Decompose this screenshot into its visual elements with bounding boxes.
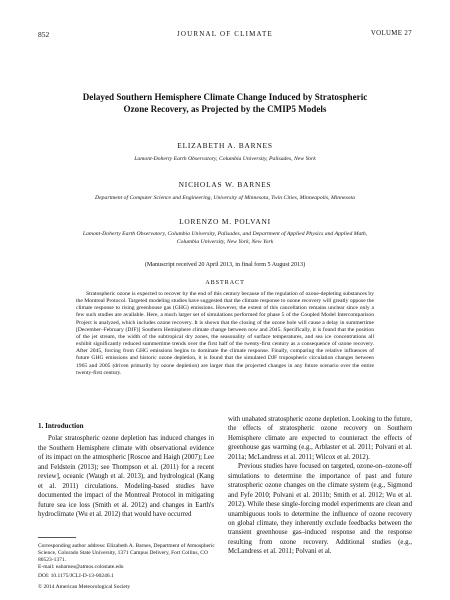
abstract-heading: ABSTRACT [205,279,245,286]
copyright-line: © 2014 American Meteorological Society [38,584,131,590]
section-heading: 1. Introduction [38,422,84,430]
page-number: 852 [38,30,50,39]
author-affiliation: Lamont-Doherty Earth Observatory, Columbia University, Palisades, and Department of Applied Physics and Applied Math, Columbia University, New York, New York [82,231,368,245]
volume-label: VOLUME 27 [370,30,412,37]
author-name: LORENZO M. POLVANI [179,217,271,226]
body-paragraph: Polar stratospheric ozone depletion has induced changes in the Southern Hemisphere climate with observational evidence of its impact on the atmospheric [Roscoe and Haigh (2007); Lee and Feldstein (2013); see Thompson et al. (2011) for a recent review], oceanic (Waugh et al. 2013), and hydrological (Kang et al. 2011) circulations. Modeling-based studies have documented the impact of the Montreal Protocol in mitigating future sea ice loss (Smith et al. 2012) and changes in Earth's hydroclimate (Wu et al. 2012) that would have occurred [38,435,214,519]
paper-title: Delayed Southern Hemisphere Climate Change Induced by Stratospheric Ozone Recovery, as Projected by the CMIP5 Models [82,92,368,114]
body-paragraph: with unabated stratospheric ozone depletion. Looking to the future, the effects of stratospheric ozone recovery on Southern Hemisphere climate are expected to counteract the effects of greenhouse gas warming (e.g., Arblaster et al. 2011; Polvani et al. 2011a; McLandress et al. 2011; Wilcox et al. 2012). [228,416,412,461]
author-affiliation: Department of Computer Science and Engineering, University of Minnesota, Twin Cities, Minneapolis, Minnesota [95,195,355,201]
journal-name: JOURNAL OF CLIMATE [176,30,273,38]
left-column [38,422,214,520]
abstract-text: Stratospheric ozone is expected to recover by the end of this century because of the regulation of ozone-depleting substances by the Montreal Protocol. Targeted modeling studies have suggested that the climate response to ozone recovery will greatly oppose the climate response to rising greenhouse gas (GHG) emissions. However, the extent of this cancellation remains unclear since only a few such studies are available. Here, a much larger set of simulations performed for phase 5 of the Coupled Model Intercomparison Project is analyzed, which includes ozone recovery. It is shown that the closing of the ozone hole will cause a delay in summertime [December–February (DJF)] Southern Hemisphere climate change between now and 2045. Specifically, it is found that the position of the jet stream, the width of the subtropical dry zones, the seasonality of surface temperatures, and sea ice concentrations all exhibit significantly reduced summertime trends over the first half of the twenty-first century as a consequence of ozone recovery. After 2045, forcing from GHG emissions begins to dominate the climate response. Finally, comparing the relative influences of future GHG emissions and historic ozone depletion, it is found that the simulated DJF tropospheric circulation changes between 1965 and 2005 (driven primarily by ozone depletion) are larger than the projected changes in any future scenario over the entire twenty-first century. [76,291,374,376]
author-name: NICHOLAS W. BARNES [178,180,272,189]
footnote-divider [38,537,76,538]
corresponding-author: Corresponding author address: Elizabeth A. Barnes, Department of Atmospheric Science, Colorado State University, 1371 Campus Delivery, Fort Collins, CO 80523-1371. [38,543,215,563]
doi-line: DOI: 10.1175/JCLI-D-13-00246.1 [38,573,114,579]
author-email: E-mail: eabarnes@atmos.colostate.edu [38,564,124,570]
manuscript-received: (Manuscript received 20 April 2013, in final form 5 August 2013) [144,262,306,268]
author-name: ELIZABETH A. BARNES [177,141,273,150]
author-affiliation: Lamont-Doherty Earth Observatory, Columbia University, Palisades, New York [134,156,316,162]
body-paragraph: Previous studies have focused on targeted, ozone-on–ozone-off simulations to determine the importance of past and future stratospheric ozone changes on the climate system (e.g., Sigmond and Fyfe 2010; Polvani et al. 2011b; Smith et al. 2012; Wu et al. 2012). While these single-forcing model experiments are clean and unambiguous tools to determine the influence of ozone recovery on global climate, they inherently exclude feedbacks between the transient greenhouse gas–induced response and the response resulting from ozone recovery. Additional studies (e.g., McLandress et al. 2011; Polvani et al. [228,463,412,556]
running-header [38,30,412,42]
footnote-corresponding [38,543,216,571]
right-column [228,415,412,557]
